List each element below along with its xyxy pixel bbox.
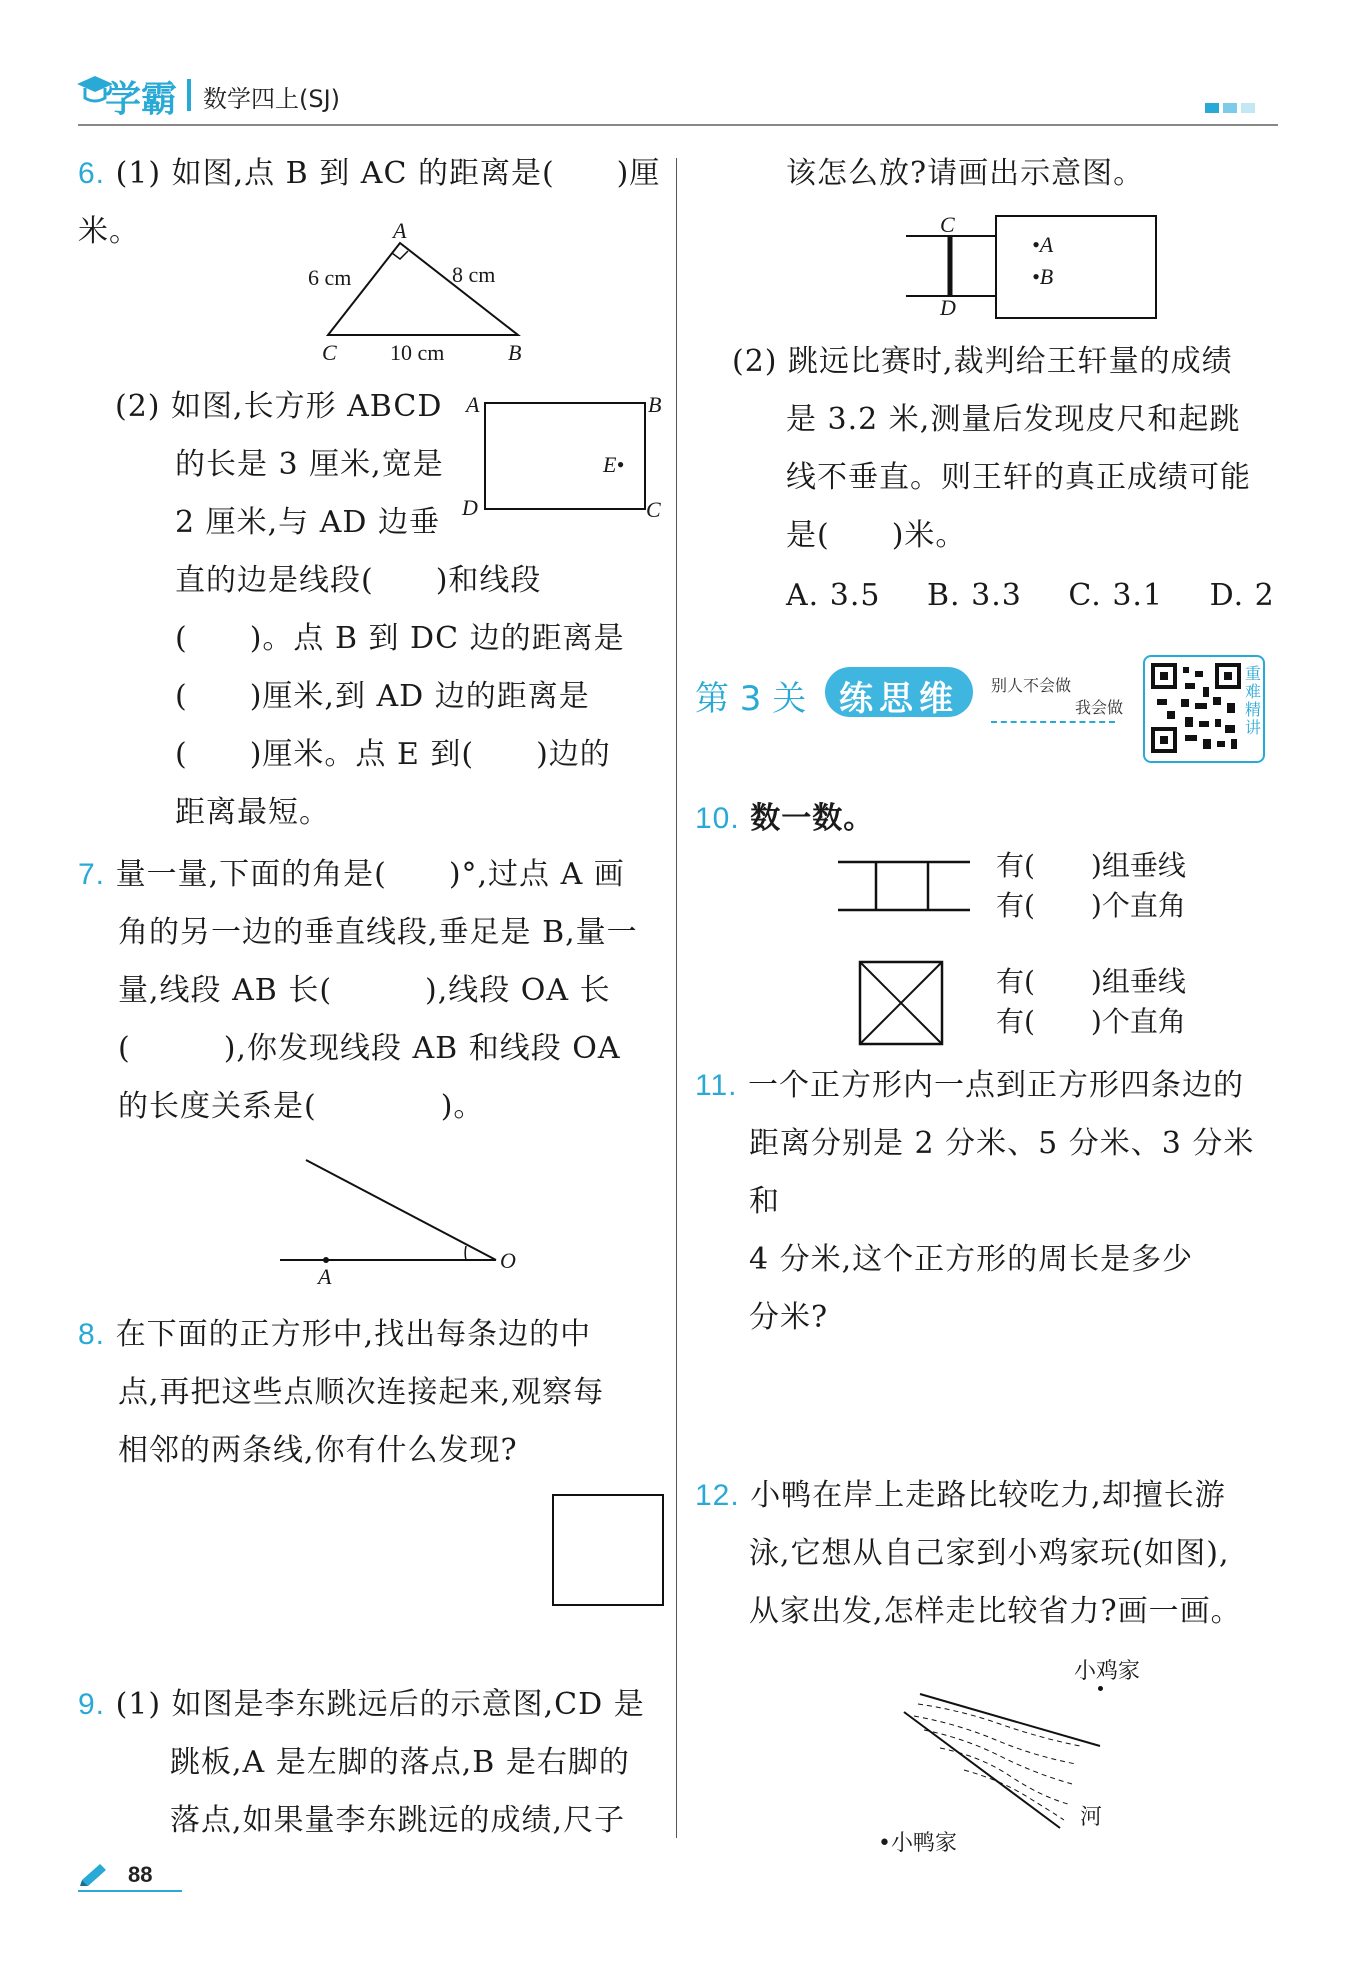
section-dash	[991, 721, 1115, 723]
tri-label-ac: 6 cm	[308, 265, 352, 290]
jump-label-a: •A	[1032, 232, 1054, 257]
question-8	[78, 1306, 678, 1480]
square-figure	[552, 1494, 664, 1606]
q8-line: 相邻的两条线,你有什么发现?	[118, 1433, 518, 1468]
q8-line: 点,再把这些点顺次连接起来,观察每	[118, 1375, 605, 1410]
footer-rule	[78, 1890, 182, 1892]
q12-line: 从家出发,怎样走比较省力?画一画。	[749, 1594, 1242, 1629]
q10-title: 数一数。	[750, 801, 875, 836]
q9-line: 跳板,A 是左脚的落点,B 是右脚的	[170, 1745, 630, 1780]
option-b: B. 3.3	[927, 578, 1022, 613]
question-number: 9.	[78, 1688, 106, 1721]
parallel-lines-figure	[836, 856, 976, 916]
tri-label-c: C	[322, 340, 337, 365]
jump-label-d: D	[940, 295, 956, 320]
river-label: 河	[1080, 1805, 1103, 1830]
q10-answer: 有( )组垂线	[996, 965, 1186, 998]
option-d: D. 2	[1209, 578, 1275, 613]
jump-label-b: •B	[1032, 264, 1054, 289]
question-11	[695, 1057, 1285, 1347]
q10-answer: 有( )个直角	[996, 1005, 1186, 1038]
question-12	[695, 1467, 1285, 1641]
header	[75, 65, 1285, 127]
question-10	[695, 790, 874, 848]
q7-line: 量一量,下面的角是( )°,过点 A 画	[115, 857, 625, 892]
q6-line: 2 厘米,与 AD 边垂	[175, 505, 440, 540]
q9-line: 是( )米。	[786, 518, 967, 553]
rect-label-b: B	[648, 392, 662, 417]
q9-line: 落点,如果量李东跳远的成绩,尺子	[170, 1803, 626, 1838]
q11-line: 距离分别是 2 分米、5 分米、3 分米和	[749, 1126, 1255, 1219]
rect-label-a: A	[466, 392, 480, 417]
q6-line: ( )。点 B 到 DC 边的距离是	[175, 621, 625, 656]
chick-home-label: 小鸡家	[1074, 1659, 1141, 1684]
question-7	[78, 846, 678, 1136]
header-rule	[78, 124, 1278, 126]
q6-line: ( )厘米。点 E 到( )边的	[175, 737, 611, 772]
q11-line: 一个正方形内一点到正方形四条边的	[748, 1068, 1245, 1103]
q9-line: (2) 跳远比赛时,裁判给王轩量的成绩	[732, 344, 1233, 379]
header-decoration	[1205, 103, 1265, 113]
q6-line: (2) 如图,长方形 ABCD	[115, 389, 443, 424]
q6-part1: (1) 如图,点 B 到 AC 的距离是( )厘米。	[78, 156, 661, 249]
q10-answers-a	[996, 846, 1186, 926]
rect-label-d: D	[462, 495, 478, 520]
section-prefix: 第 3 关	[695, 679, 807, 719]
q7-line: 的长度关系是( )。	[118, 1089, 485, 1124]
q8-line: 在下面的正方形中,找出每条边的中	[115, 1317, 592, 1352]
crossed-square-figure	[858, 960, 944, 1046]
angle-label-a: A	[318, 1264, 332, 1289]
option-c: C. 3.1	[1068, 578, 1164, 613]
tri-label-b: B	[508, 340, 522, 365]
question-9	[78, 1676, 678, 1850]
qr-code-icon	[1151, 663, 1241, 753]
q6-line: ( )厘米,到 AD 边的距离是	[175, 679, 590, 714]
q7-line: ( ),你发现线段 AB 和线段 OA	[118, 1031, 621, 1066]
option-a: A. 3.5	[786, 578, 881, 613]
q12-line: 小鸭在岸上走路比较吃力,却擅长游	[750, 1478, 1226, 1513]
q6-line: 直的边是线段( )和线段	[175, 563, 542, 598]
subject-title: 数学四上(SJ)	[203, 85, 341, 113]
tri-label-ab: 8 cm	[452, 262, 496, 287]
tri-label-a: A	[393, 218, 407, 243]
logo-divider	[187, 79, 191, 111]
rect-label-c: C	[646, 497, 661, 522]
jump-label-c: C	[940, 212, 955, 237]
tri-label-cb: 10 cm	[390, 340, 445, 365]
angle-figure	[270, 1150, 510, 1270]
q10-answer: 有( )个直角	[996, 889, 1186, 922]
section-banner	[695, 655, 1285, 765]
question-number: 10.	[695, 802, 740, 835]
q9-continued: 该怎么放?请画出示意图。	[786, 156, 1145, 191]
q10-answers-b	[996, 962, 1186, 1042]
question-number: 7.	[78, 858, 106, 891]
rect-label-e: E•	[603, 452, 625, 477]
q6-line: 距离最短。	[175, 795, 330, 830]
logo-text: 学霸	[105, 79, 178, 120]
q11-line: 分米?	[749, 1300, 829, 1335]
question-number: 12.	[695, 1479, 740, 1512]
angle-label-o: O	[500, 1248, 516, 1273]
q9-line: 是 3.2 米,测量后发现皮尺和起跳	[786, 402, 1241, 437]
q6-line: 的长是 3 厘米,宽是	[175, 447, 444, 482]
section-tag2: 我会做	[1075, 698, 1124, 717]
section-side-text: 重难精讲	[1245, 664, 1262, 737]
q9-options	[786, 567, 1286, 625]
q9-line: 线不垂直。则王轩的真正成绩可能	[786, 460, 1251, 495]
q7-line: 量,线段 AB 长( ),线段 OA 长	[118, 973, 611, 1008]
question-number: 6.	[78, 157, 106, 190]
section-tag1: 别人不会做	[991, 676, 1072, 695]
duck-home-label: •小鸭家	[878, 1831, 957, 1856]
question-number: 11.	[695, 1069, 738, 1102]
q10-answer: 有( )组垂线	[996, 849, 1186, 882]
pencil-icon	[78, 1860, 112, 1886]
page-number: 88	[128, 1862, 153, 1887]
question-number: 8.	[78, 1318, 106, 1351]
q11-line: 4 分米,这个正方形的周长是多少	[749, 1242, 1194, 1277]
q12-line: 泳,它想从自己家到小鸡家玩(如图),	[749, 1536, 1230, 1571]
q9-part2	[732, 333, 1292, 565]
q9-line: (1) 如图是李东跳远后的示意图,CD 是	[115, 1687, 645, 1722]
q7-line: 角的另一边的垂直线段,垂足是 B,量一	[118, 915, 638, 950]
section-title: 练思维	[839, 679, 959, 719]
